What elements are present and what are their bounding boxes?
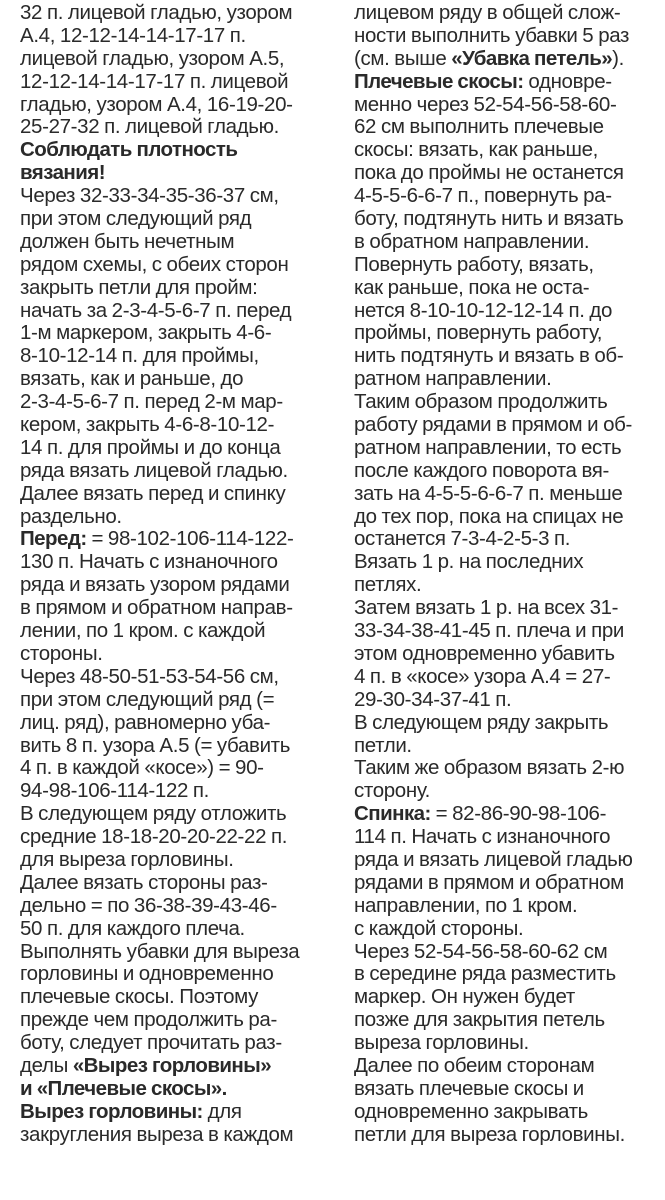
body-text: с каждой стороны. [354,916,524,940]
text-line [354,71,660,94]
body-text: 94-98-106-114-122 п. [20,779,209,803]
body-text: начать за 2-3-4-5-6-7 п. перед [20,298,292,322]
text-line [20,780,338,803]
body-text: вязать плечевые скосы и [354,1076,584,1100]
body-text: рядами в прямом и обратном [354,870,624,894]
text-line [20,1009,338,1032]
body-text: стороны. [20,641,103,665]
body-text: боту, подтянуть нить и вязать [354,207,624,231]
body-text: Через 32-33-34-35-36-37 см, [20,184,279,208]
text-line [20,2,338,25]
body-text: в прямом и обратном направ- [20,596,293,620]
text-line [354,620,660,643]
body-text: в обратном направлении. [354,229,590,253]
body-text: Таким образом продолжить [354,390,608,414]
body-text: кером, закрыть 4-6-8-10-12- [20,413,275,437]
text-line [354,941,660,964]
body-text: скосы: вязать, как раньше, [354,138,599,162]
text-line [20,963,338,986]
body-text: средние 18-18-20-20-22-22 п. [20,825,288,849]
text-column-left [20,2,338,1147]
body-text: дельно = по 36-38-39-43-46- [20,893,277,917]
text-line [354,391,660,414]
text-line [20,1124,338,1147]
body-text: зать на 4-5-5-6-6-7 п. меньше [354,481,623,505]
text-line [20,345,338,368]
text-line [354,25,660,48]
body-text: 4 п. в каждой «косе») = 90- [20,756,264,780]
text-line [20,1032,338,1055]
text-line [354,185,660,208]
body-text: Далее вязать стороны раз- [20,870,268,894]
text-line [20,803,338,826]
body-text: А.4, 12-12-14-14-17-17 п. [20,23,246,47]
body-text: в середине ряда разместить [354,962,616,986]
text-line [354,1078,660,1101]
text-line [354,2,660,25]
body-text: ). [612,46,624,70]
body-text: выреза горловины. [354,1031,529,1055]
text-line [354,918,660,941]
text-line [354,551,660,574]
bold-heading-text: Соблюдать плотность [20,138,238,162]
body-text: вязать, как и раньше, до [20,367,244,391]
body-text: 50 п. для каждого плеча. [20,916,245,940]
text-line [354,1009,660,1032]
text-line [354,826,660,849]
text-line [354,208,660,231]
text-line [20,1078,338,1101]
text-line [354,757,660,780]
body-text: ратном направлении, то есть [354,435,622,459]
body-text: закругления выреза в каждом [20,1122,294,1146]
text-line [354,368,660,391]
body-text: 62 см выполнить плечевые [354,115,604,139]
body-text: плечевые скосы. Поэтому [20,985,259,1009]
body-text: маркер. Он нужен будет [354,985,575,1009]
body-text: вить 8 п. узора А.5 (= убавить [20,733,291,757]
body-text: 12-12-14-14-17-17 п. лицевой [20,69,289,93]
text-column-right [354,2,660,1147]
body-text: Далее по обеим сторонам [354,1053,595,1077]
body-text: закрыть петли для пройм: [20,275,258,299]
text-line [354,528,660,551]
text-line [354,803,660,826]
body-text: для выреза горловины. [20,847,234,871]
body-text: останется 7-3-4-2-5-3 п. [354,527,571,551]
body-text: 32 п. лицевой гладью, узором [20,1,293,24]
body-text: делы [20,1053,73,1077]
text-line [20,918,338,941]
text-line [354,1101,660,1124]
body-text: Таким же образом вязать 2-ю [354,756,625,780]
body-text: направлении, по 1 кром. [354,893,578,917]
body-text: лиц. ряд), равномерно уба- [20,710,271,734]
text-line [354,437,660,460]
body-text: лицевой гладью, узором А.5, [20,46,285,70]
body-text: 8-10-12-14 п. для проймы, [20,344,259,368]
body-text: Выполнять убавки для выреза [20,939,300,963]
body-text: 4 п. в «косе» узора А.4 = 27- [354,664,611,688]
text-line [354,48,660,71]
text-line [354,849,660,872]
text-line [354,1055,660,1078]
text-line [354,712,660,735]
body-text: менно через 52-54-56-58-60- [354,92,617,116]
text-line [354,574,660,597]
text-line [20,712,338,735]
text-line [354,94,660,117]
body-text: одновременно закрывать [354,1099,588,1123]
body-text: 33-34-38-41-45 п. плеча и при [354,619,625,643]
text-line [20,551,338,574]
body-text: Вязать 1 р. на последних [354,550,584,574]
body-text: Через 52-54-56-58-60-62 см [354,939,608,963]
text-line [20,437,338,460]
body-text: петлях. [354,573,422,597]
text-line [354,300,660,323]
text-line [20,826,338,849]
text-line [354,322,660,345]
text-line [354,162,660,185]
text-line [354,643,660,666]
body-text: раздельно. [20,504,122,528]
body-text: 2-3-4-5-6-7 п. перед 2-м мар- [20,390,283,414]
body-text: боту, следует прочитать раз- [20,1031,282,1055]
text-line [354,116,660,139]
text-line [354,483,660,506]
text-line [20,48,338,71]
text-line [20,986,338,1009]
body-text: петли для выреза горловины. [354,1122,625,1146]
body-text: гладью, узором А.4, 16-19-20- [20,92,293,116]
text-line [354,414,660,437]
text-line [354,231,660,254]
body-text: ратном направлении. [354,367,552,391]
body-text: для [202,1099,242,1123]
text-line [20,941,338,964]
text-line [20,643,338,666]
bold-heading-text: Вырез горловины: [20,1099,203,1123]
body-text: как раньше, пока не оста- [354,275,590,299]
body-text: 130 п. Начать с изнаночного [20,550,278,574]
text-line [354,345,660,368]
body-text: проймы, повернуть работу, [354,321,603,345]
text-line [20,300,338,323]
text-line [20,208,338,231]
text-line [354,460,660,483]
body-text: ности выполнить убавки 5 раз [354,23,630,47]
text-line [20,895,338,918]
body-text: позже для закрытия петель [354,1008,605,1032]
text-line [20,1101,338,1124]
text-line [354,872,660,895]
text-line [20,185,338,208]
body-text: 14 п. для проймы и до конца [20,435,281,459]
body-text: (см. выше [354,46,452,70]
text-line [20,689,338,712]
text-line [354,780,660,803]
text-line [20,735,338,758]
text-line [20,414,338,437]
text-line [354,506,660,529]
body-text: пока до проймы не останется [354,161,624,185]
text-line [354,986,660,1009]
body-text: = 82-86-90-98-106- [430,802,607,826]
bold-heading-text: вязания! [20,161,105,185]
body-text: 29-30-34-37-41 п. [354,687,512,711]
body-text: работу рядами в прямом и об- [354,413,632,437]
body-text: 4-5-5-6-6-7 п., повернуть ра- [354,184,612,208]
text-line [20,460,338,483]
text-line [20,574,338,597]
body-text: 25-27-32 п. лицевой гладью. [20,115,279,139]
text-line [354,139,660,162]
text-line [20,849,338,872]
body-text: рядом схемы, с обеих сторон [20,252,289,276]
body-text: 1-м маркером, закрыть 4-6- [20,321,272,345]
body-text: горловины и одновременно [20,962,274,986]
body-text: Далее вязать перед и спинку [20,481,286,505]
text-line [20,277,338,300]
text-line [354,277,660,300]
body-text: при этом следующий ряд (= [20,687,275,711]
body-text: должен быть нечетным [20,229,235,253]
text-line [20,71,338,94]
text-line [354,735,660,758]
body-text: Затем вязать 1 р. на всех 31- [354,596,619,620]
text-line [354,895,660,918]
body-text: 114 п. Начать с изнаночного [354,825,611,849]
body-text: ряда и вязать узором рядами [20,573,290,597]
body-text: после каждого поворота вя- [354,458,609,482]
bold-heading-text: Плечевые скосы: [354,69,524,93]
body-text: лении, по 1 кром. с каждой [20,619,266,643]
body-text: петли. [354,733,412,757]
text-line [20,872,338,895]
bold-heading-text: Спинка: [354,802,431,826]
body-text: Повернуть работу, вязать, [354,252,594,276]
body-text: нить подтянуть и вязать в об- [354,344,624,368]
body-text: Через 48-50-51-53-54-56 см, [20,664,279,688]
text-line [354,597,660,620]
text-line [20,506,338,529]
body-text: при этом следующий ряд [20,207,252,231]
text-line [20,94,338,117]
text-line [354,666,660,689]
text-line [20,368,338,391]
text-line [20,666,338,689]
text-line [20,116,338,139]
text-line [20,139,338,162]
bold-heading-text: «Вырез горловины» [72,1053,272,1077]
body-text: В следующем ряду закрыть [354,710,609,734]
body-text: до тех пор, пока на спицах не [354,504,624,528]
body-text: В следующем ряду отложить [20,802,287,826]
text-line [20,483,338,506]
text-line [20,391,338,414]
text-line [20,162,338,185]
bold-heading-text: и «Плечевые скосы». [20,1076,227,1100]
text-line [20,757,338,780]
text-line [20,1055,338,1078]
text-line [354,254,660,277]
text-line [354,1124,660,1147]
body-text: ряда вязать лицевой гладью. [20,458,288,482]
text-line [354,1032,660,1055]
text-line [20,231,338,254]
body-text: этом одновременно убавить [354,641,615,665]
text-line [354,963,660,986]
text-line [20,25,338,48]
body-text: одновре- [523,69,612,93]
body-text: сторону. [354,779,431,803]
text-line [20,322,338,345]
body-text: прежде чем продолжить ра- [20,1008,277,1032]
text-line [354,689,660,712]
text-line [20,597,338,620]
bold-heading-text: Перед: [20,527,87,551]
body-text: лицевом ряду в общей слож- [354,1,621,24]
body-text: нется 8-10-10-12-12-14 п. до [354,298,613,322]
body-text: = 98-102-106-114-122- [86,527,294,551]
text-line [20,528,338,551]
bold-heading-text: «Убавка петель» [451,46,613,70]
text-line [20,620,338,643]
body-text: ряда и вязать лицевой гладью [354,847,633,871]
text-line [20,254,338,277]
